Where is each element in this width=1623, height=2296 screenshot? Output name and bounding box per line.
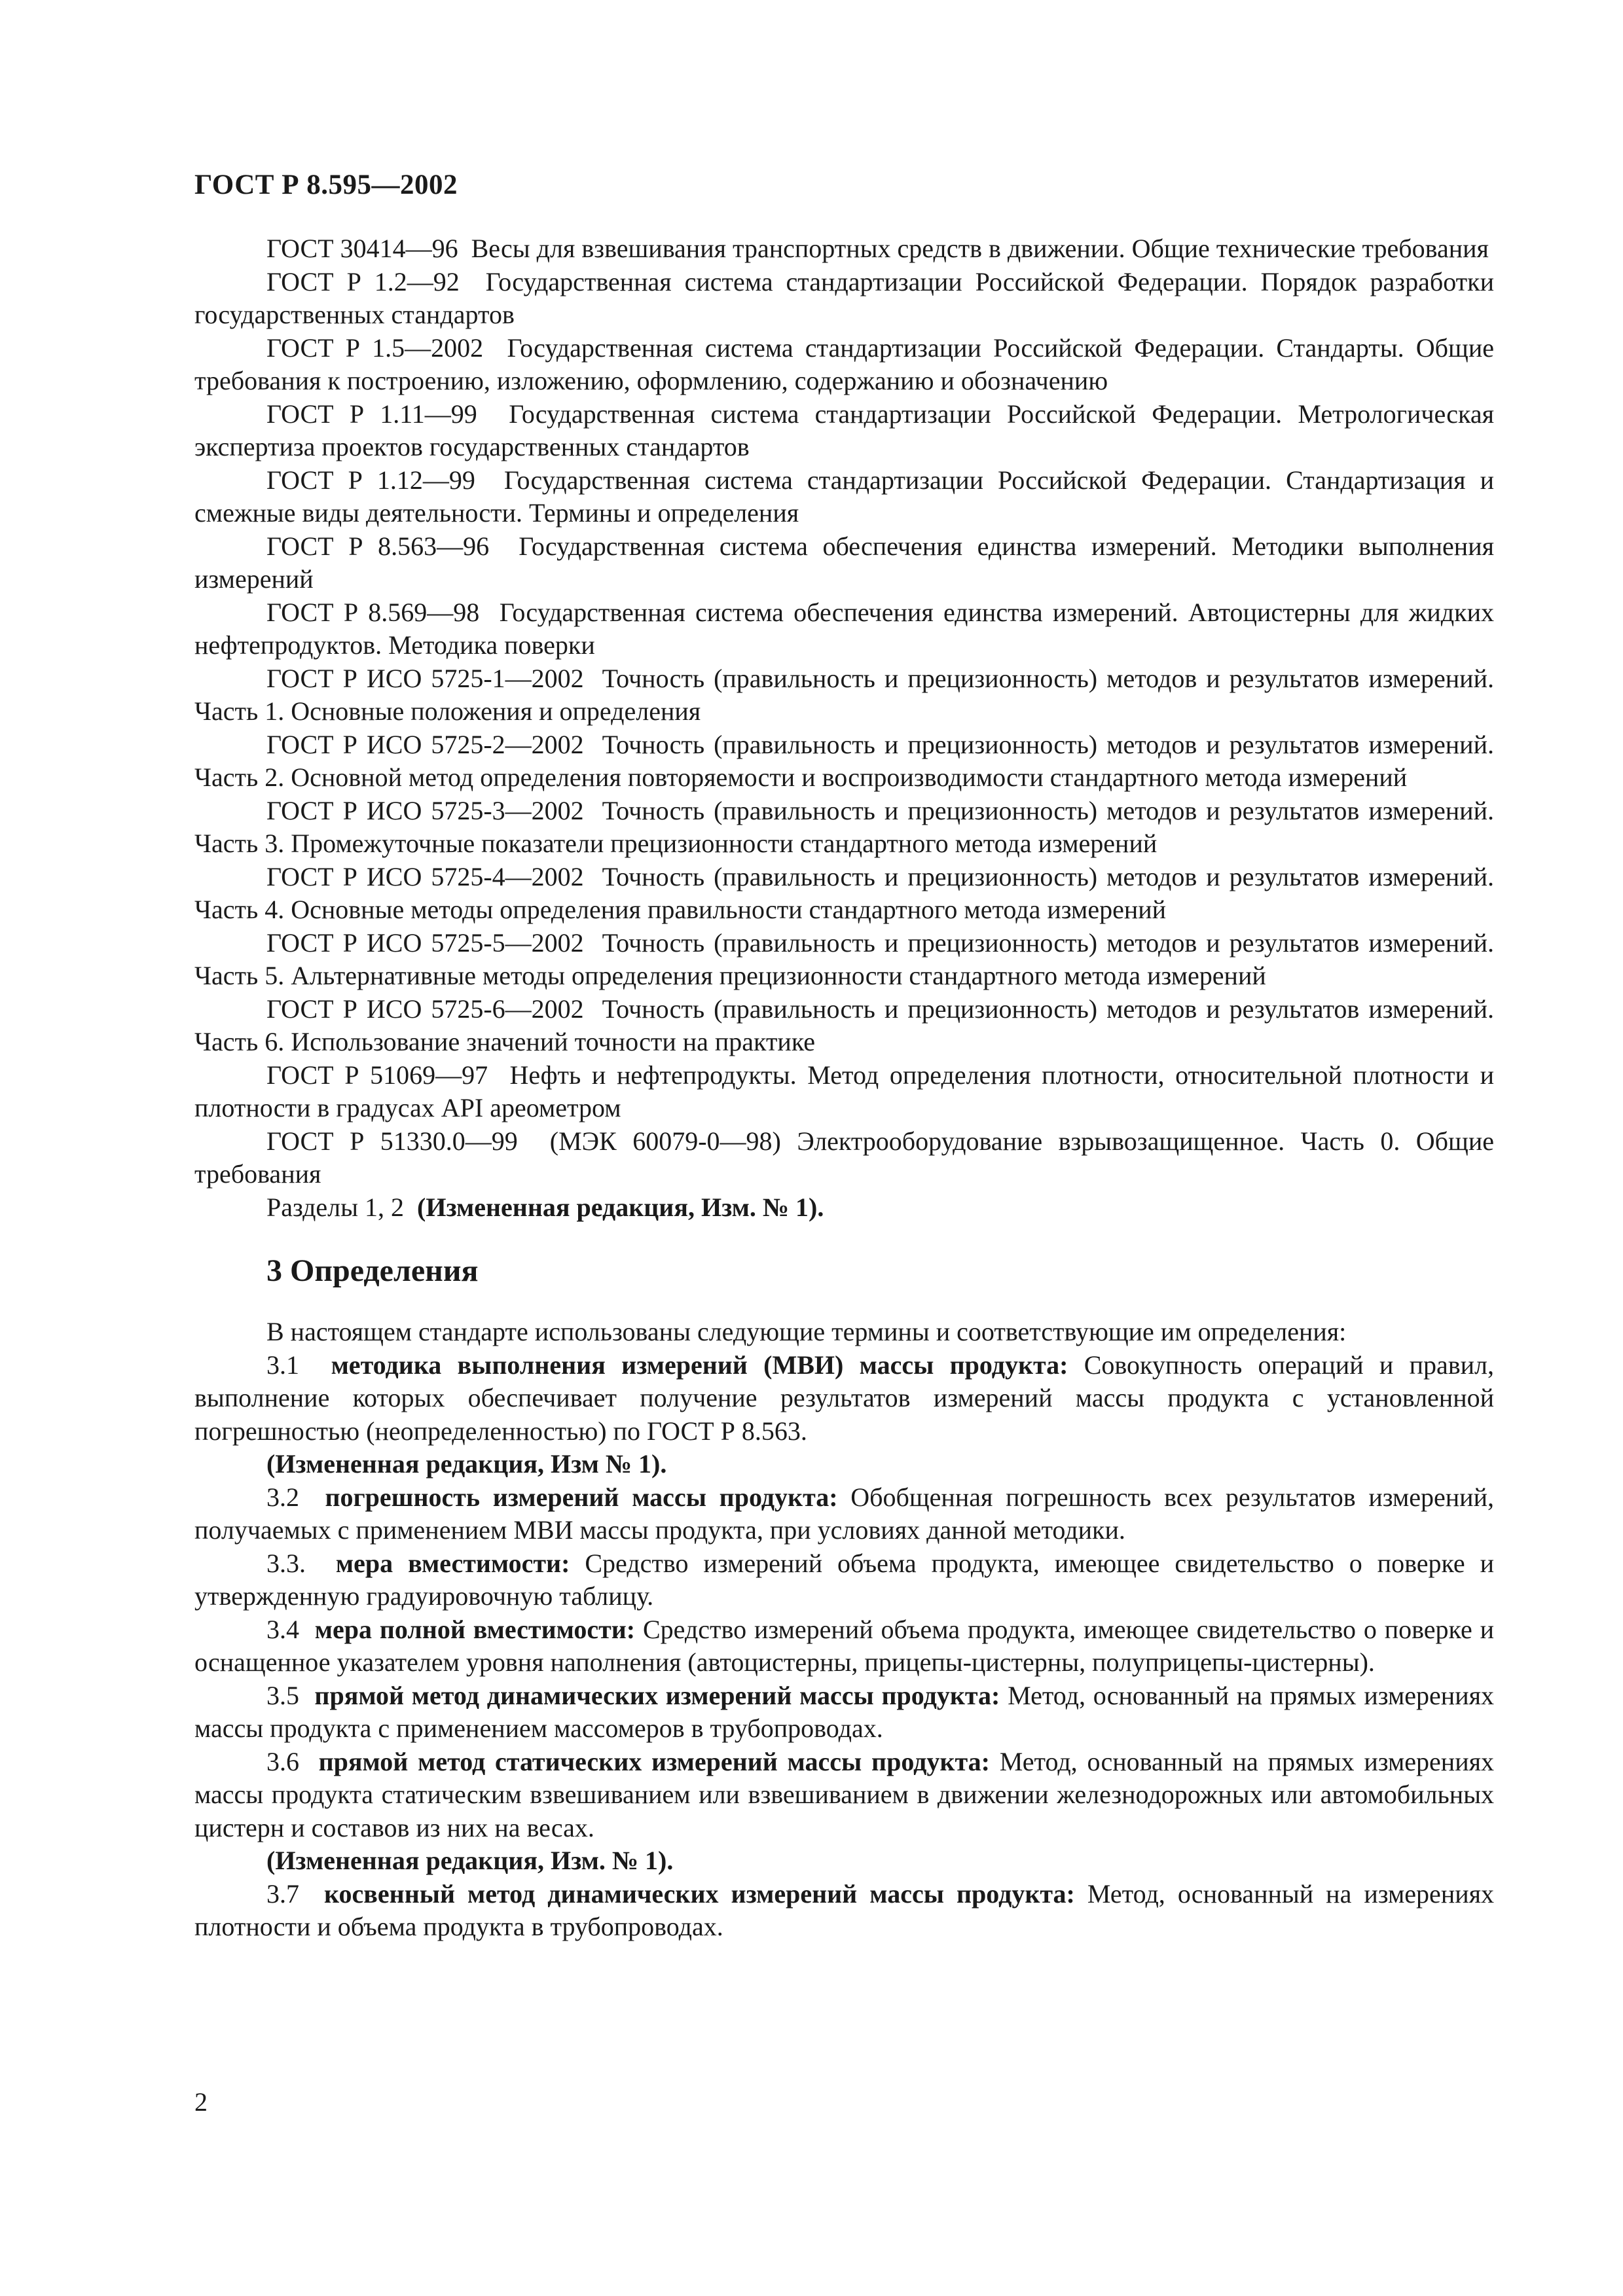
definition-text: Средство измерений объема продукта, имеющее свидетельство о поверке и оснащенное указателем уровня наполнения (автоцистерны, прицепы-цистерны, полуприцепы-цистерны). xyxy=(194,1614,1495,1677)
reference-item xyxy=(194,861,1494,927)
reference-item xyxy=(194,795,1494,861)
reference-code: ГОСТ Р 1.12—99 xyxy=(266,465,475,495)
reference-title: Точность (правильность и прецизионность) методов и результатов измерений. Часть 4. Основные методы определения правильности стандартного метода измерений xyxy=(194,861,1494,924)
reference-title: Государственная система стандартизации Российской Федерации. Стандартизация и смежные виды деятельности. Термины и определения xyxy=(194,465,1494,528)
reference-code: ГОСТ Р ИСО 5725-3—2002 xyxy=(266,795,584,825)
reference-item xyxy=(194,596,1494,662)
reference-code: ГОСТ Р ИСО 5725-1—2002 xyxy=(266,663,584,693)
definition-item xyxy=(194,1481,1494,1547)
definition-term: прямой метод статических измерений массы продукта: xyxy=(318,1746,990,1776)
reference-item xyxy=(194,232,1494,266)
definition-term: методика выполнения измерений (МВИ) массы продукта: xyxy=(331,1350,1068,1380)
reference-code: ГОСТ Р ИСО 5725-5—2002 xyxy=(266,927,584,958)
reference-title: Государственная система стандартизации Российской Федерации. Порядок разработки государственных стандартов xyxy=(194,266,1494,329)
reference-item xyxy=(194,530,1494,596)
sections-amendment-note xyxy=(194,1191,1494,1225)
reference-code: ГОСТ 30414—96 xyxy=(266,234,458,263)
amendment-note xyxy=(194,1448,1494,1481)
reference-code: ГОСТ Р ИСО 5725-4—2002 xyxy=(266,861,584,891)
definition-term: прямой метод динамических измерений массы продукта: xyxy=(314,1680,1000,1710)
definition-term: мера вместимости: xyxy=(335,1548,570,1578)
reference-code: ГОСТ Р 51330.0—99 xyxy=(266,1126,518,1156)
section-heading: 3 Определения xyxy=(266,1253,479,1288)
sections-note-prefix: Разделы 1, 2 xyxy=(266,1192,405,1222)
definition-item xyxy=(194,1878,1494,1944)
definition-text: Средство измерений объема продукта, имеющее свидетельство о поверке и утвержденную градуировочную таблицу. xyxy=(194,1548,1495,1611)
definition-term: косвенный метод динамических измерений массы продукта: xyxy=(324,1878,1075,1909)
reference-title: Нефть и нефтепродукты. Метод определения плотности, относительной плотности и плотности в градусах API ареометром xyxy=(194,1060,1494,1122)
reference-title: Точность (правильность и прецизионность) методов и результатов измерений. Часть 5. Альтернативные методы определения прецизионности стандартного метода измерений xyxy=(194,927,1494,990)
reference-title: Точность (правильность и прецизионность) методов и результатов измерений. Часть 6. Использование значений точности на практике xyxy=(194,994,1494,1056)
definition-number: 3.3. xyxy=(266,1548,306,1578)
definition-text: Метод, основанный на измерениях плотности и объема продукта в трубопроводах. xyxy=(194,1878,1495,1941)
page-number: 2 xyxy=(194,2087,208,2117)
section-intro: В настоящем стандарте использованы следующие термины и соответствующие им определения: xyxy=(266,1317,1347,1346)
definition-term: мера полной вместимости: xyxy=(314,1614,636,1644)
reference-item xyxy=(194,728,1494,795)
reference-item xyxy=(194,398,1494,464)
reference-title: (МЭК 60079-0—98) Электрооборудование взрывозащищенное. Часть 0. Общие требования xyxy=(194,1126,1494,1189)
amendment-mark: (Измененная редакция, Изм № 1). xyxy=(266,1449,667,1479)
reference-title: Точность (правильность и прецизионность) методов и результатов измерений. Часть 1. Основные положения и определения xyxy=(194,663,1494,726)
reference-code: ГОСТ Р 51069—97 xyxy=(266,1060,488,1090)
reference-code: ГОСТ Р 1.5—2002 xyxy=(266,332,484,363)
definition-number: 3.1 xyxy=(266,1350,299,1380)
definition-text: Обобщенная погрешность всех результатов измерений, получаемых с применением МВИ массы продукта, при условиях данной методики. xyxy=(194,1482,1494,1545)
reference-title: Государственная система обеспечения единства измерений. Методики выполнения измерений xyxy=(194,531,1495,594)
reference-title: Весы для взвешивания транспортных средств в движении. Общие технические требования xyxy=(471,234,1489,263)
definition-item xyxy=(194,1679,1494,1746)
document-header: ГОСТ Р 8.595—2002 xyxy=(194,170,458,200)
reference-item xyxy=(194,993,1494,1059)
reference-title: Государственная система обеспечения единства измерений. Автоцистерны для жидких нефтепродуктов. Методика поверки xyxy=(194,597,1494,660)
reference-item xyxy=(194,1125,1494,1191)
reference-title: Государственная система стандартизации Российской Федерации. Стандарты. Общие требования к построению, изложению, оформлению, содержанию и обозначению xyxy=(194,332,1494,395)
definition-item xyxy=(194,1613,1494,1679)
reference-title: Государственная система стандартизации Российской Федерации. Метрологическая экспертиза проектов государственных стандартов xyxy=(194,399,1494,461)
definition-item xyxy=(194,1349,1494,1448)
reference-code: ГОСТ Р 1.2—92 xyxy=(266,266,460,296)
amendment-note xyxy=(194,1844,1494,1878)
reference-item xyxy=(194,662,1494,728)
reference-code: ГОСТ Р ИСО 5725-6—2002 xyxy=(266,994,584,1024)
reference-title: Точность (правильность и прецизионность) методов и результатов измерений. Часть 2. Основной метод определения повторяемости и воспроизводимости стандартного метода измерений xyxy=(194,729,1494,792)
reference-item xyxy=(194,464,1494,530)
definition-number: 3.4 xyxy=(266,1614,299,1644)
definition-number: 3.2 xyxy=(266,1482,299,1512)
reference-code: ГОСТ Р 1.11—99 xyxy=(266,399,477,429)
document-body xyxy=(194,232,1494,1944)
definition-term: погрешность измерений массы продукта: xyxy=(325,1482,838,1512)
reference-item xyxy=(194,332,1494,398)
definition-item xyxy=(194,1547,1494,1613)
reference-item xyxy=(194,1059,1494,1125)
definition-number: 3.6 xyxy=(266,1746,299,1776)
definition-number: 3.5 xyxy=(266,1680,299,1710)
definition-text: Метод, основанный на прямых измерениях массы продукта с применением массомеров в трубопроводах. xyxy=(194,1680,1494,1743)
reference-code: ГОСТ Р 8.569—98 xyxy=(266,597,480,627)
amendment-mark: (Измененная редакция, Изм. № 1). xyxy=(266,1846,674,1875)
reference-item xyxy=(194,927,1494,993)
definition-item xyxy=(194,1746,1494,1845)
reference-item xyxy=(194,266,1494,332)
definition-number: 3.7 xyxy=(266,1878,299,1909)
reference-code: ГОСТ Р ИСО 5725-2—2002 xyxy=(266,729,584,759)
definition-text: Метод, основанный на прямых измерениях массы продукта статическим взвешиванием или взвешиванием в движении железнодорожных или автомобильных цистерн и составов из них на весах. xyxy=(194,1746,1495,1842)
reference-code: ГОСТ Р 8.563—96 xyxy=(266,531,490,561)
reference-title: Точность (правильность и прецизионность) методов и результатов измерений. Часть 3. Промежуточные показатели прецизионности стандартного метода измерений xyxy=(194,795,1494,858)
amendment-mark: (Измененная редакция, Изм. № 1). xyxy=(417,1192,824,1222)
definition-text: Совокупность операций и правил, выполнение которых обеспечивает получение результатов измерений массы продукта с установленной погрешностью (неопределенностью) по ГОСТ Р 8.563. xyxy=(194,1350,1494,1446)
